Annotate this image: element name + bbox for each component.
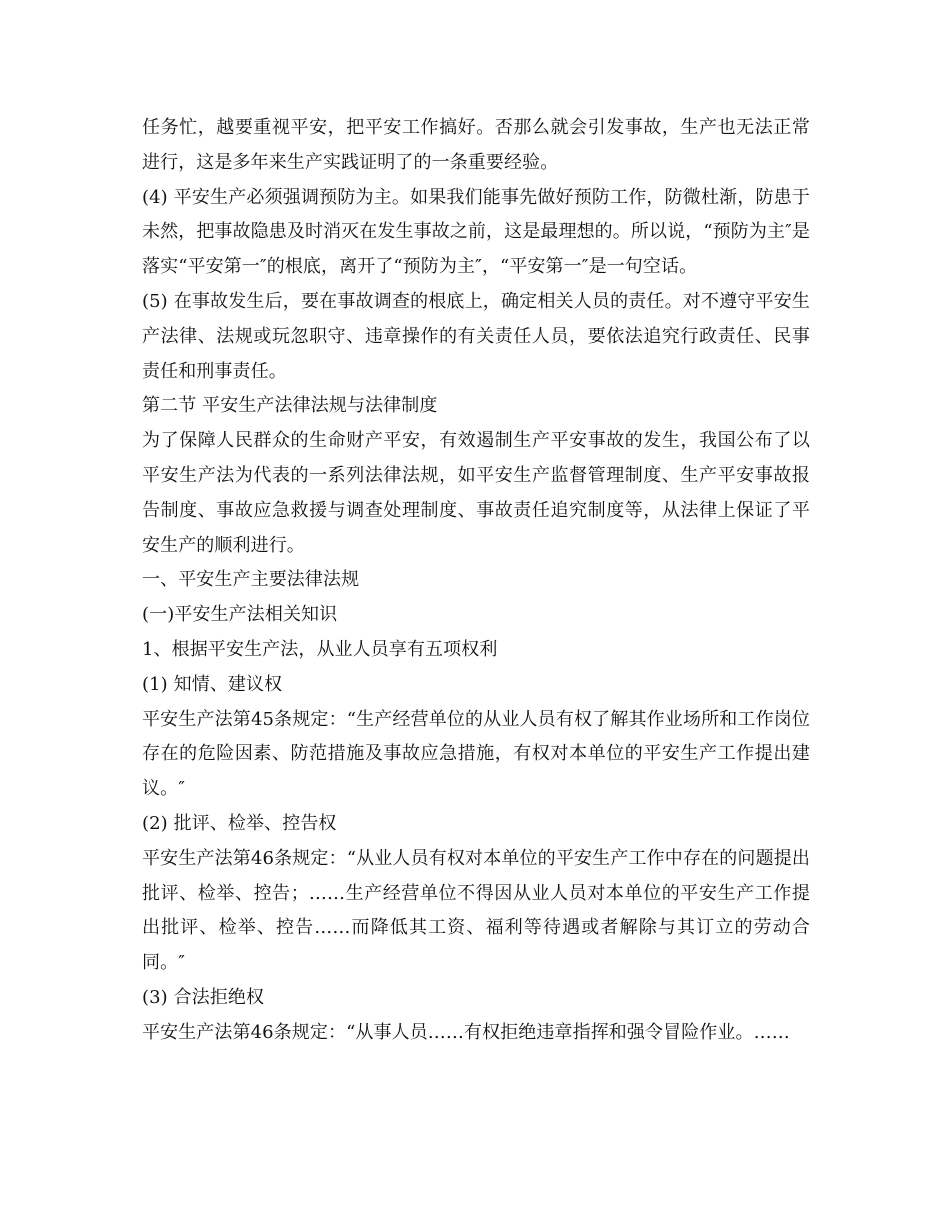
paragraph-point-5: (5) 在事故发生后，要在事故调查的根底上，确定相关人员的责任。对不遵守平安生产法律、法规或玩忽职守、违章操作的有关责任人员，要依法追究行政责任、民事责任和刑事责任。	[142, 290, 810, 382]
subheading-safety-law: (一)平安生产法相关知识	[142, 604, 338, 626]
paragraph-point-4: (4) 平安生产必须强调预防为主。如果我们能事先做好预防工作，防微杜渐，防患于未然，把事故隐患及时消灭在发生事故之前，这是最理想的。所以说，“预防为主″是落实“平安第一″的根底，离开了“预防为主″，“平安第一″是一句空话。	[142, 186, 810, 278]
right-3-text: 平安生产法第46条规定：“从事人员……有权拒绝违章指挥和强令冒险作业。……	[142, 1021, 790, 1043]
section-heading: 第二节 平安生产法律法规与法律制度	[142, 395, 438, 417]
subheading-main-laws: 一、平安生产主要法律法规	[142, 569, 360, 591]
paragraph-intro: 为了保障人民群众的生命财产平安，有效遏制生产平安事故的发生，我国公布了以平安生产法为代表的一系列法律法规，如平安生产监督管理制度、生产平安事故报告制度、事故应急救援与调查处理制度、事故责任追究制度等，从法律上保证了平安生产的顺利进行。	[142, 430, 810, 556]
right-1-heading: (1) 知情、建议权	[142, 673, 283, 695]
right-2-text: 平安生产法第46条规定：“从业人员有权对本单位的平安生产工作中存在的问题提出批评、检举、控告；……生产经营单位不得因从业人员对本单位的平安生产工作提出批评、检举、控告……而降低其工资、福利等待遇或者解除与其订立的劳动合同。″	[142, 847, 810, 974]
paragraph-continuation: 任务忙，越要重视平安，把平安工作搞好。否那么就会引发事故，生产也无法正常进行，这是多年来生产实践证明了的一条重要经验。	[142, 117, 810, 173]
right-1-text: 平安生产法第45条规定：“生产经营单位的从业人员有权了解其作业场所和工作岗位存在的危险因素、防范措施及事故应急措施，有权对本单位的平安生产工作提出建议。″	[142, 708, 810, 800]
subheading-five-rights: 1、根据平安生产法，从业人员享有五项权利	[142, 638, 498, 660]
document-body	[142, 111, 810, 1051]
right-2-heading: (2) 批评、检举、控告权	[142, 812, 337, 834]
right-3-heading: (3) 合法拒绝权	[142, 986, 265, 1008]
